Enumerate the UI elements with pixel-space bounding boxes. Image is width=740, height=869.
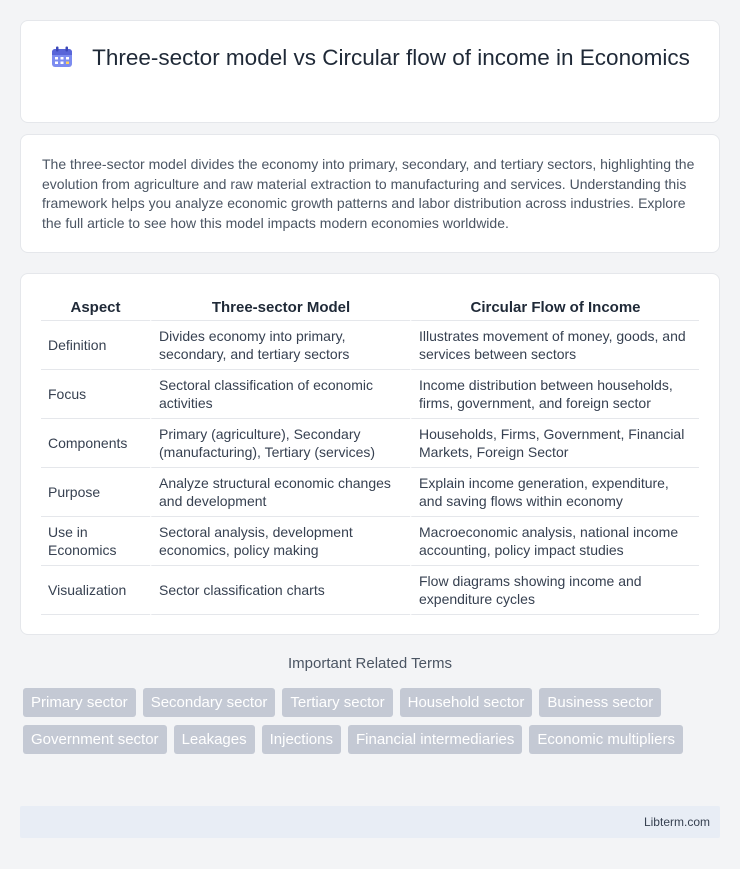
row-three-sector: Sectoral classification of economic activities bbox=[150, 370, 410, 419]
term-tag[interactable]: Household sector bbox=[400, 688, 533, 717]
intro-card bbox=[20, 134, 720, 253]
table-row bbox=[41, 566, 699, 615]
row-aspect: Components bbox=[41, 419, 150, 468]
table-row bbox=[41, 468, 699, 517]
table-row bbox=[41, 370, 699, 419]
comparison-table bbox=[41, 295, 699, 615]
row-aspect: Definition bbox=[41, 321, 150, 370]
footer bbox=[20, 806, 720, 838]
row-aspect: Visualization bbox=[41, 566, 150, 615]
term-tag[interactable]: Tertiary sector bbox=[282, 688, 392, 717]
calendar-icon bbox=[50, 45, 74, 69]
header-circular-flow: Circular Flow of Income bbox=[410, 295, 699, 321]
row-three-sector: Sector classification charts bbox=[150, 566, 410, 615]
footer-site-link[interactable]: Libterm.com bbox=[643, 815, 710, 829]
row-aspect: Focus bbox=[41, 370, 150, 419]
term-tag[interactable]: Business sector bbox=[539, 688, 661, 717]
row-three-sector: Divides economy into primary, secondary, and tertiary sectors bbox=[150, 321, 410, 370]
term-tag[interactable]: Government sector bbox=[23, 725, 167, 754]
title-card bbox=[20, 20, 720, 123]
row-aspect: Use in Economics bbox=[41, 517, 150, 566]
term-tag[interactable]: Secondary sector bbox=[143, 688, 276, 717]
related-terms-list bbox=[23, 688, 713, 754]
comparison-card bbox=[20, 273, 720, 635]
row-aspect: Purpose bbox=[41, 468, 150, 517]
term-tag[interactable]: Financial intermediaries bbox=[348, 725, 522, 754]
table-header-row bbox=[41, 295, 699, 321]
table-row bbox=[41, 321, 699, 370]
row-three-sector: Sectoral analysis, development economics, policy making bbox=[150, 517, 410, 566]
page-title bbox=[21, 43, 719, 72]
term-tag[interactable]: Injections bbox=[262, 725, 341, 754]
term-tag[interactable]: Primary sector bbox=[23, 688, 136, 717]
table-row bbox=[41, 517, 699, 566]
related-terms-heading: Important Related Terms bbox=[288, 655, 452, 672]
row-three-sector: Analyze structural economic changes and development bbox=[150, 468, 410, 517]
row-circular-flow: Flow diagrams showing income and expenditure cycles bbox=[410, 566, 699, 615]
header-aspect: Aspect bbox=[41, 295, 150, 321]
row-circular-flow: Explain income generation, expenditure, and saving flows within economy bbox=[410, 468, 699, 517]
row-circular-flow: Illustrates movement of money, goods, and services between sectors bbox=[410, 321, 699, 370]
term-tag[interactable]: Leakages bbox=[174, 725, 255, 754]
table-row bbox=[41, 419, 699, 468]
row-circular-flow: Macroeconomic analysis, national income accounting, policy impact studies bbox=[410, 517, 699, 566]
header-three-sector: Three-sector Model bbox=[150, 295, 410, 321]
term-tag[interactable]: Economic multipliers bbox=[529, 725, 683, 754]
row-circular-flow: Income distribution between households, firms, government, and foreign sector bbox=[410, 370, 699, 419]
title-text: Three-sector model vs Circular flow of income in Economics bbox=[92, 45, 690, 70]
intro-paragraph: The three-sector model divides the economy into primary, secondary, and tertiary sectors, highlighting the evolution from agriculture and raw material extraction to manufacturing and services. Understanding this framework helps you analyze economic growth patterns and labor distribution across industries. Explore the full article to see how this model impacts modern economies worldwide. bbox=[42, 156, 695, 231]
row-three-sector: Primary (agriculture), Secondary (manufacturing), Tertiary (services) bbox=[150, 419, 410, 468]
row-circular-flow: Households, Firms, Government, Financial Markets, Foreign Sector bbox=[410, 419, 699, 468]
